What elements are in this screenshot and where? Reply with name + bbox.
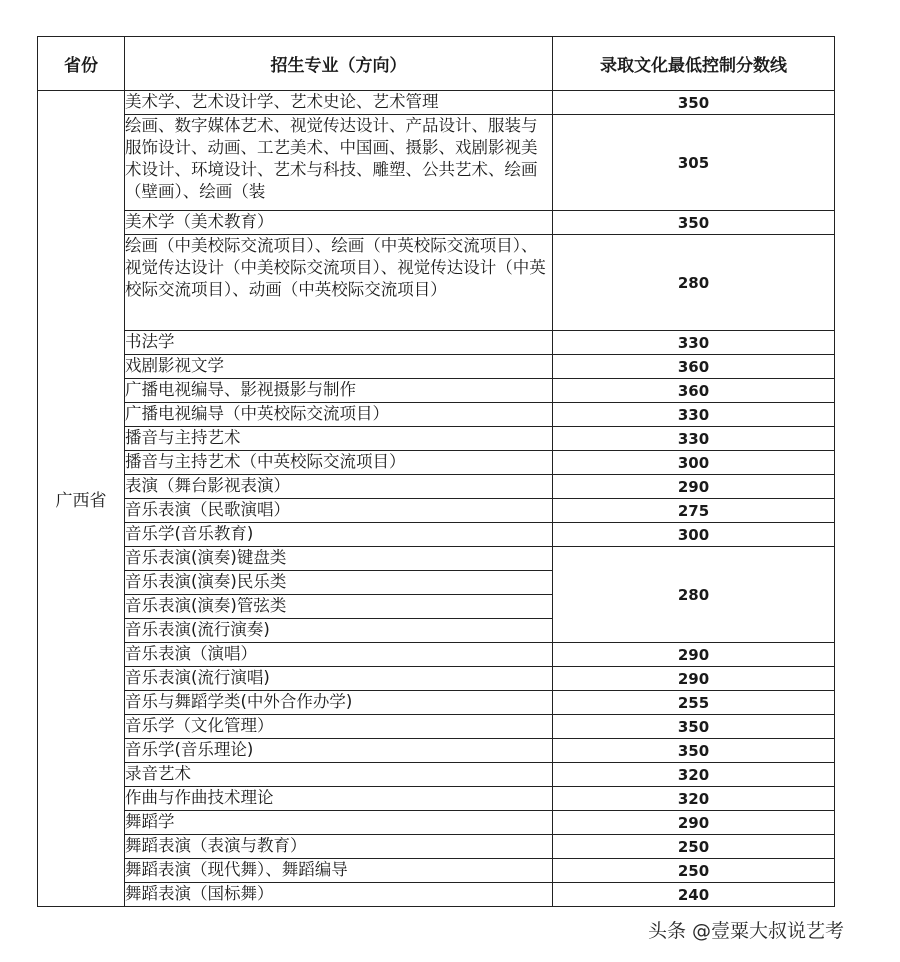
table-row <box>38 835 835 859</box>
major-cell: 舞蹈学 <box>125 811 553 835</box>
score-cell: 360 <box>553 379 835 403</box>
header-score: 录取文化最低控制分数线 <box>553 37 835 91</box>
major-cell: 音乐表演(演奏)键盘类 <box>125 547 553 571</box>
major-cell: 音乐表演(流行演奏) <box>125 619 553 643</box>
score-cell: 320 <box>553 763 835 787</box>
major-cell: 音乐表演(演奏)民乐类 <box>125 571 553 595</box>
score-cell: 250 <box>553 835 835 859</box>
score-cell: 280 <box>553 235 835 331</box>
table-row <box>38 547 835 571</box>
table-row <box>38 331 835 355</box>
score-cell: 290 <box>553 475 835 499</box>
score-cell: 330 <box>553 427 835 451</box>
major-cell: 音乐表演（民歌演唱） <box>125 499 553 523</box>
major-cell: 播音与主持艺术（中英校际交流项目） <box>125 451 553 475</box>
major-cell: 舞蹈表演（国标舞） <box>125 883 553 907</box>
table-row <box>38 355 835 379</box>
major-cell: 美术学、艺术设计学、艺术史论、艺术管理 <box>125 91 553 115</box>
header-province: 省份 <box>38 37 125 91</box>
table-row <box>38 883 835 907</box>
table-row <box>38 403 835 427</box>
major-cell: 戏剧影视文学 <box>125 355 553 379</box>
table-row <box>38 691 835 715</box>
score-cell: 350 <box>553 211 835 235</box>
major-cell: 音乐学(音乐理论) <box>125 739 553 763</box>
score-cell: 350 <box>553 715 835 739</box>
score-cell: 255 <box>553 691 835 715</box>
major-cell: 音乐学(音乐教育) <box>125 523 553 547</box>
major-cell: 音乐学（文化管理） <box>125 715 553 739</box>
table-header-row <box>38 37 835 91</box>
score-cell: 290 <box>553 811 835 835</box>
score-cell: 360 <box>553 355 835 379</box>
table-row <box>38 427 835 451</box>
major-cell: 美术学（美术教育） <box>125 211 553 235</box>
table-row <box>38 739 835 763</box>
table-row <box>38 667 835 691</box>
major-cell: 广播电视编导、影视摄影与制作 <box>125 379 553 403</box>
table-row <box>38 475 835 499</box>
score-cell: 300 <box>553 451 835 475</box>
table-row <box>38 499 835 523</box>
table-row <box>38 715 835 739</box>
table-row <box>38 787 835 811</box>
major-cell: 舞蹈表演（现代舞）、舞蹈编导 <box>125 859 553 883</box>
score-cell: 275 <box>553 499 835 523</box>
major-cell: 表演（舞台影视表演） <box>125 475 553 499</box>
score-cell: 350 <box>553 739 835 763</box>
admission-score-table <box>37 36 835 907</box>
score-cell: 290 <box>553 643 835 667</box>
major-cell: 作曲与作曲技术理论 <box>125 787 553 811</box>
major-cell: 广播电视编导（中英校际交流项目） <box>125 403 553 427</box>
table-row <box>38 379 835 403</box>
major-cell: 绘画（中美校际交流项目）、绘画（中英校际交流项目）、视觉传达设计（中美校际交流项目）、视觉传达设计（中英校际交流项目）、动画（中英校际交流项目） <box>125 235 553 331</box>
province-cell: 广西省 <box>38 91 125 907</box>
table-row <box>38 115 835 211</box>
major-cell: 音乐与舞蹈学类(中外合作办学) <box>125 691 553 715</box>
major-cell: 音乐表演(流行演唱) <box>125 667 553 691</box>
table-row <box>38 523 835 547</box>
table-row <box>38 859 835 883</box>
table-row <box>38 91 835 115</box>
table-row <box>38 643 835 667</box>
score-cell: 330 <box>553 403 835 427</box>
table-row <box>38 451 835 475</box>
table-row <box>38 211 835 235</box>
major-cell: 书法学 <box>125 331 553 355</box>
major-cell: 舞蹈表演（表演与教育） <box>125 835 553 859</box>
score-cell: 320 <box>553 787 835 811</box>
header-major: 招生专业（方向） <box>125 37 553 91</box>
table-body <box>38 91 835 907</box>
major-cell: 录音艺术 <box>125 763 553 787</box>
major-cell: 音乐表演(演奏)管弦类 <box>125 595 553 619</box>
score-cell: 350 <box>553 91 835 115</box>
major-cell: 播音与主持艺术 <box>125 427 553 451</box>
table-row <box>38 235 835 331</box>
score-cell: 305 <box>553 115 835 211</box>
score-cell: 280 <box>553 547 835 643</box>
score-cell: 290 <box>553 667 835 691</box>
score-cell: 240 <box>553 883 835 907</box>
major-cell: 音乐表演（演唱） <box>125 643 553 667</box>
score-cell: 330 <box>553 331 835 355</box>
major-cell: 绘画、数字媒体艺术、视觉传达设计、产品设计、服装与服饰设计、动画、工艺美术、中国画、摄影、戏剧影视美术设计、环境设计、艺术与科技、雕塑、公共艺术、绘画（壁画）、绘画（装 <box>125 115 553 211</box>
table-row <box>38 811 835 835</box>
score-cell: 300 <box>553 523 835 547</box>
watermark: 头条 @壹粟大叔说艺考 <box>648 920 845 942</box>
score-cell: 250 <box>553 859 835 883</box>
table-row <box>38 763 835 787</box>
